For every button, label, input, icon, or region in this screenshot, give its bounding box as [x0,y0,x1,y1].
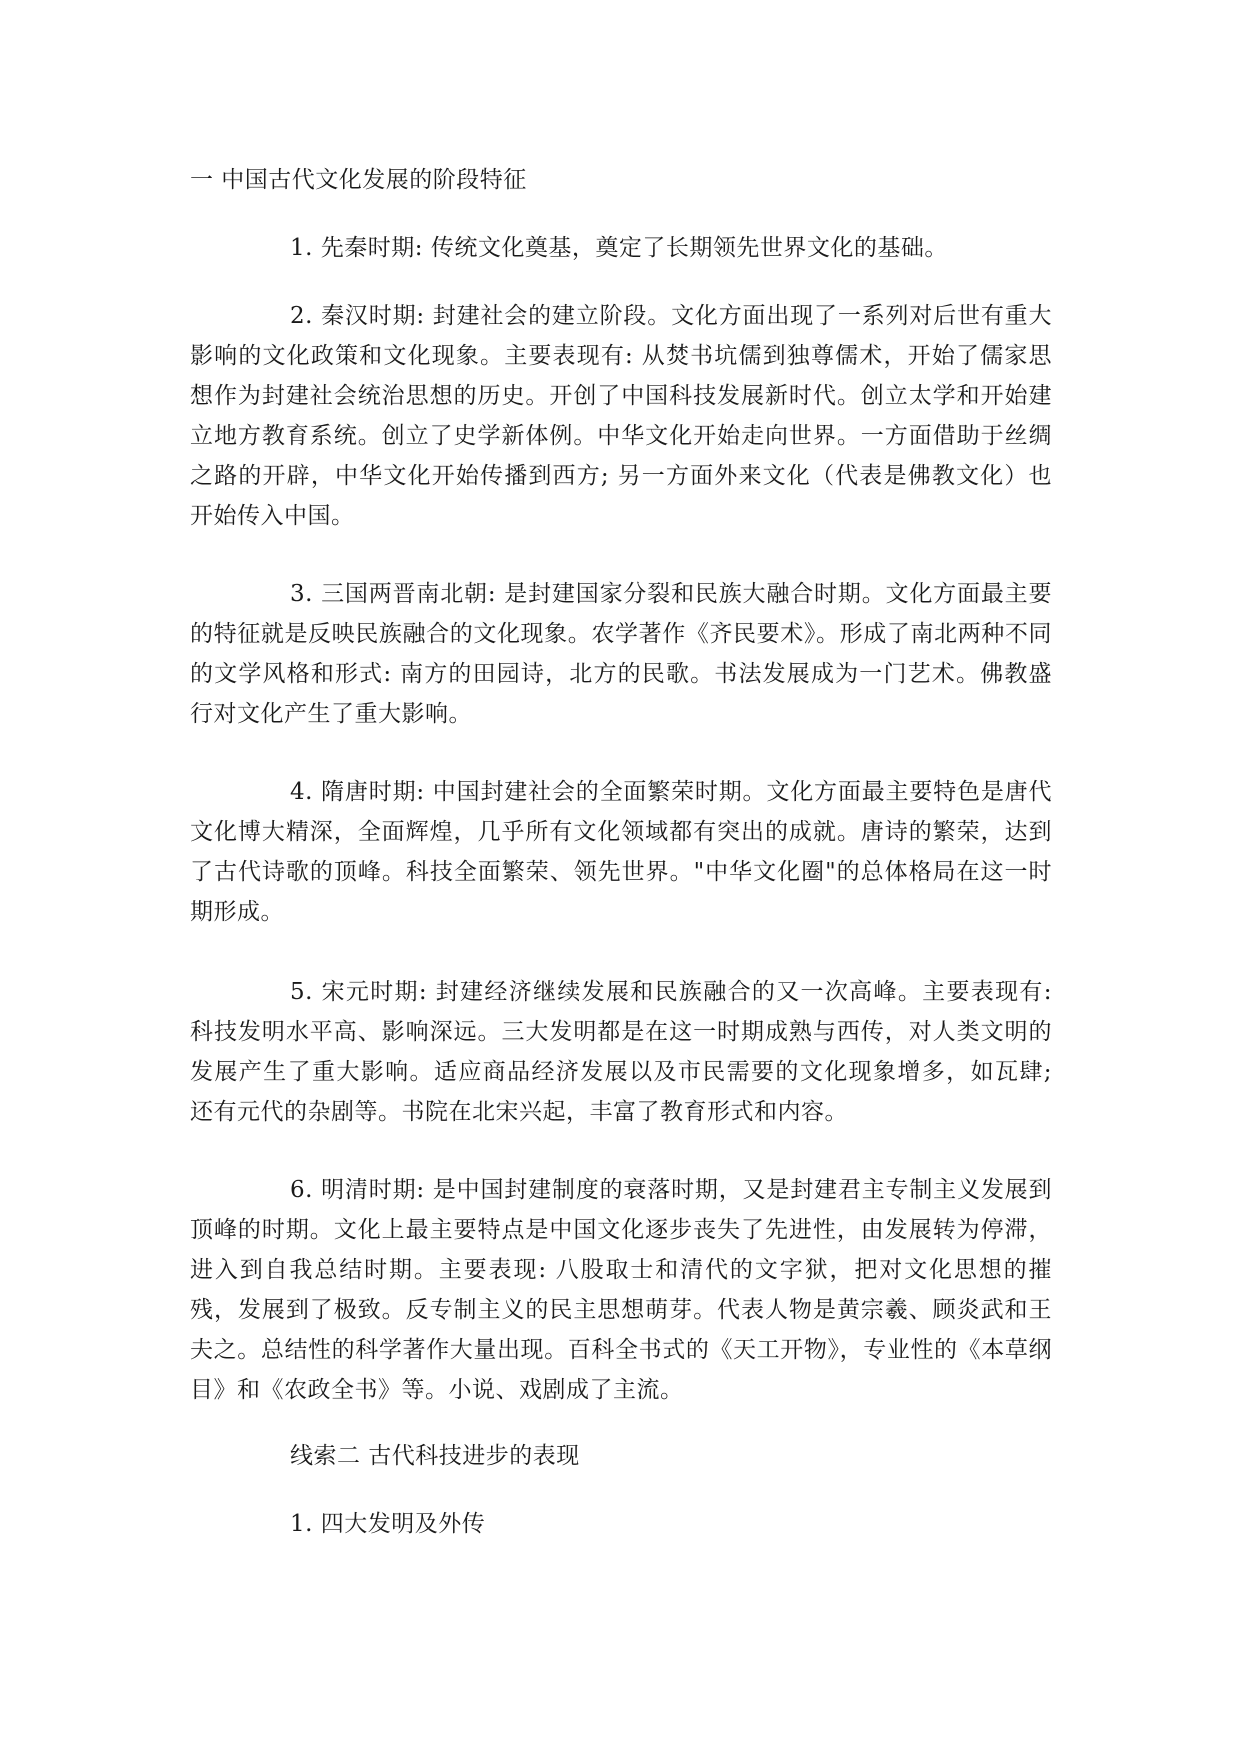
paragraph-three-kingdoms: 3. 三国两晋南北朝: 是封建国家分裂和民族大融合时期。文化方面最主要的特征就是反映民族融合的文化现象。农学著作《齐民要术》。形成了南北两种不同的文学风格和形式: 南方的田园诗，北方的民歌。书法发展成为一门艺术。佛教盛行对文化产生了重大影响。 [190,581,1052,727]
paragraph-sui-tang: 4. 隋唐时期: 中国封建社会的全面繁荣时期。文化方面最主要特色是唐代文化博大精深，全面辉煌，几乎所有文化领域都有突出的成就。唐诗的繁荣，达到了古代诗歌的顶峰。科技全面繁荣、领先世界。"中华文化圈"的总体格局在这一时期形成。 [190,779,1052,925]
paragraph-qin-han: 2. 秦汉时期: 封建社会的建立阶段。文化方面出现了一系列对后世有重大影响的文化政策和文化现象。主要表现有: 从焚书坑儒到独尊儒术，开始了儒家思想作为封建社会统治思想的历史。开创了中国科技发展新时代。创立太学和开始建立地方教育系统。创立了史学新体例。中华文化开始走向世界。一方面借助于丝绸之路的开辟，中华文化开始传播到西方; 另一方面外来文化（代表是佛教文化）也开始传入中国。 [190,303,1052,529]
section-heading: 一 中国古代文化发展的阶段特征 [190,167,527,193]
list-item-four-inventions: 1. 四大发明及外传 [290,1511,486,1537]
section-subheading: 线索二 古代科技进步的表现 [290,1443,580,1469]
paragraph-song-yuan: 5. 宋元时期: 封建经济继续发展和民族融合的又一次高峰。主要表现有: 科技发明水平高、影响深远。三大发明都是在这一时期成熟与西传，对人类文明的发展产生了重大影响。适应商品经济发展以及市民需要的文化现象增多，如瓦肆; 还有元代的杂剧等。书院在北宋兴起，丰富了教育形式和内容。 [190,979,1052,1125]
paragraph-ming-qing: 6. 明清时期: 是中国封建制度的衰落时期，又是封建君主专制主义发展到顶峰的时期。文化上最主要特点是中国文化逐步丧失了先进性，由发展转为停滞，进入到自我总结时期。主要表现: 八股取士和清代的文字狱，把对文化思想的摧残，发展到了极致。反专制主义的民主思想萌芽。代表人物是黄宗羲、顾炎武和王夫之。总结性的科学著作大量出现。百科全书式的《天工开物》，专业性的《本草纲目》和《农政全书》等。小说、戏剧成了主流。 [190,1177,1052,1403]
paragraph-pre-qin: 1. 先秦时期: 传统文化奠基，奠定了长期领先世界文化的基础。 [290,235,948,261]
